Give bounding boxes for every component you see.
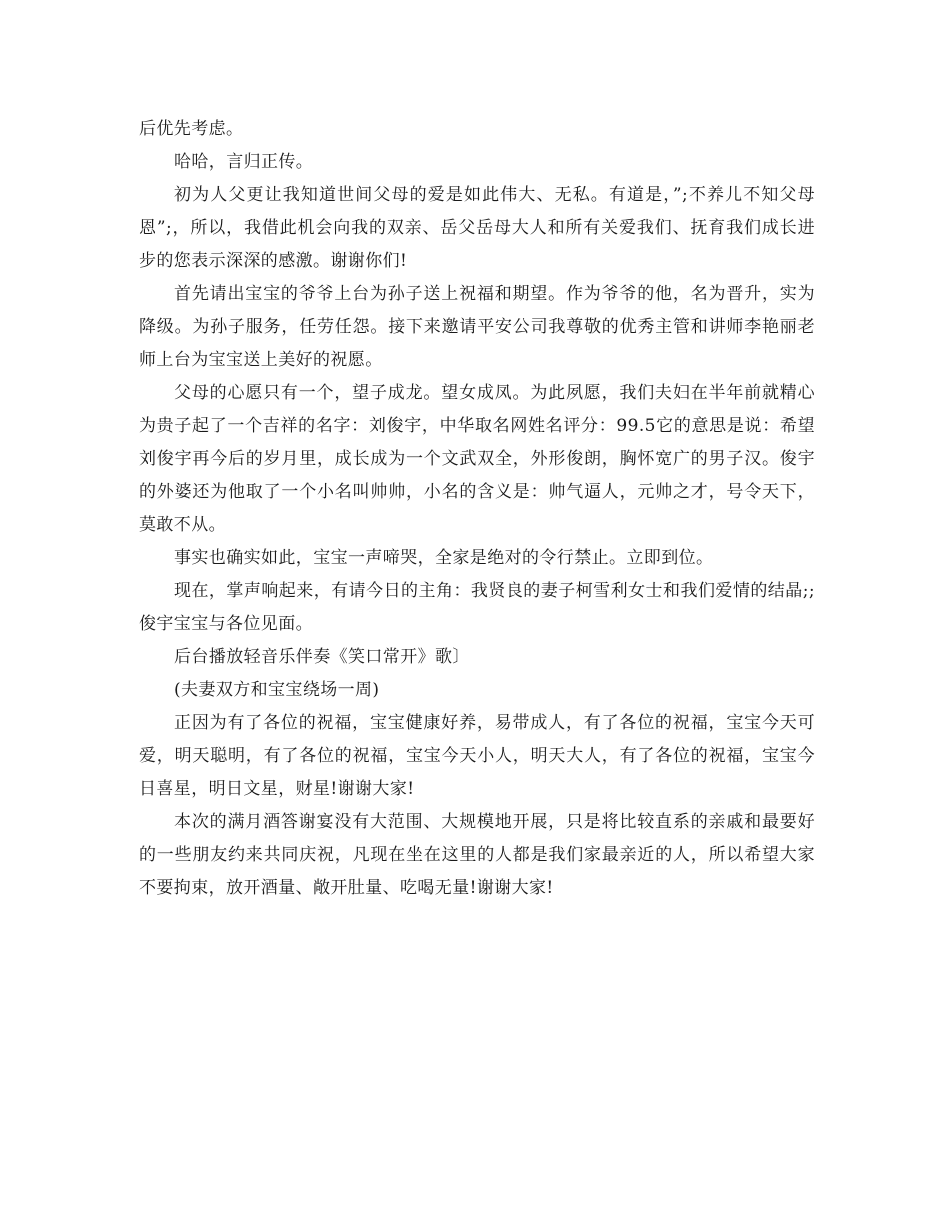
paragraph-2: 哈哈，言归正传。 <box>174 152 314 172</box>
document-body <box>139 113 815 905</box>
paragraph-6: 事实也确实如此，宝宝一声啼哭，全家是绝对的令行禁止。立即到位。 <box>174 548 714 568</box>
paragraph-7: 现在，掌声响起来，有请今日的主角：我贤良的妻子柯雪利女士和我们爱情的结晶;;俊宇宝宝与各位见面。 <box>139 581 815 634</box>
paragraph-3: 初为人父更让我知道世间父母的爱是如此伟大、无私。有道是，”;不养儿不知父母恩”;，所以，我借此机会向我的双亲、岳父岳母大人和所有关爱我们、抚育我们成长进步的您表示深深的感激。谢谢你们! <box>139 185 815 271</box>
paragraph-9: (夫妻双方和宝宝绕场一周) <box>174 680 380 700</box>
paragraph-4: 首先请出宝宝的爷爷上台为孙子送上祝福和期望。作为爷爷的他，名为晋升，实为降级。为孙子服务，任劳任怨。接下来邀请平安公司我尊敬的优秀主管和讲师李艳丽老师上台为宝宝送上美好的祝愿。 <box>139 284 815 370</box>
paragraph-8: 后台播放轻音乐伴奏《笑口常开》歌〕 <box>174 647 470 667</box>
paragraph-11: 本次的满月酒答谢宴没有大范围、大规模地开展，只是将比较直系的亲戚和最要好的一些朋友约来共同庆祝，凡现在坐在这里的人都是我们家最亲近的人，所以希望大家不要拘束，放开酒量、敞开肚量、吃喝无量!谢谢大家! <box>139 812 815 898</box>
paragraph-1: 后优先考虑。 <box>139 119 244 139</box>
paragraph-10: 正因为有了各位的祝福，宝宝健康好养，易带成人，有了各位的祝福，宝宝今天可爱，明天聪明，有了各位的祝福，宝宝今天小人，明天大人，有了各位的祝福，宝宝今日喜星，明日文星，财星!谢谢大家! <box>139 713 815 799</box>
paragraph-5: 父母的心愿只有一个，望子成龙。望女成凤。为此夙愿，我们夫妇在半年前就精心为贵子起了一个吉祥的名字：刘俊宇，中华取名网姓名评分：99.5它的意思是说：希望刘俊宇再今后的岁月里，成长成为一个文武双全，外形俊朗，胸怀宽广的男子汉。俊宇的外婆还为他取了一个小名叫帅帅，小名的含义是：帅气逼人，元帅之才，号令天下，莫敢不从。 <box>139 383 815 535</box>
